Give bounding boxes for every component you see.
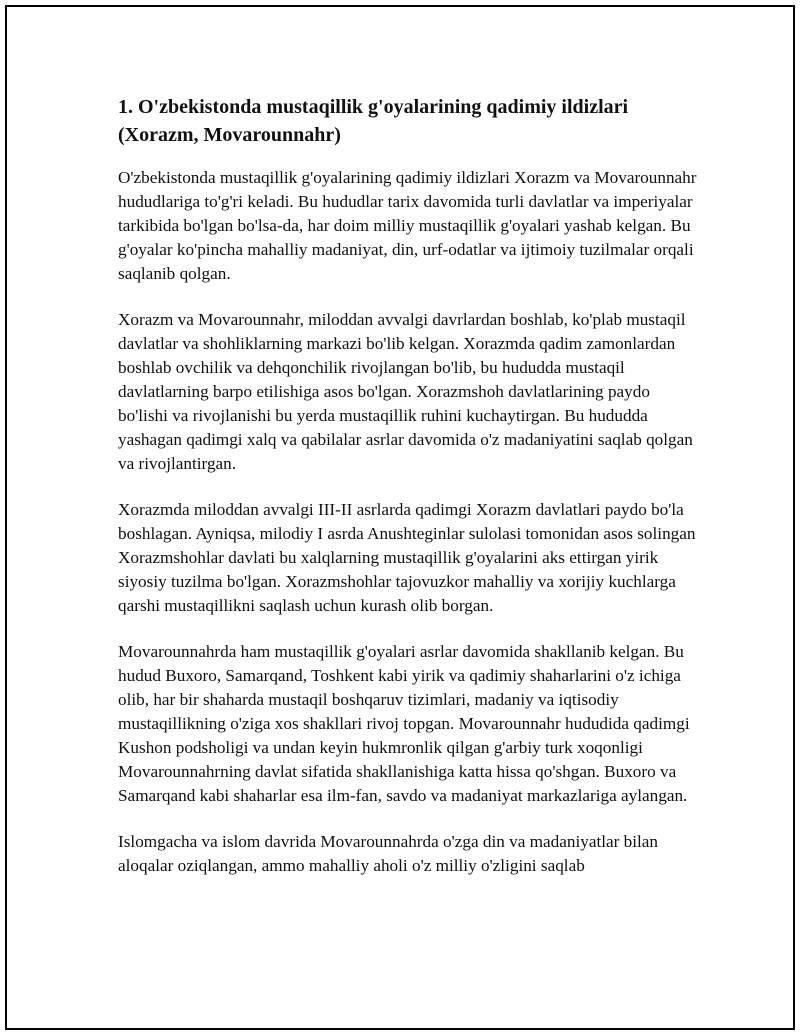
paragraph-1: O'zbekistonda mustaqillik g'oyalarining qadimiy ildizlari Xorazm va Movarounnahr hududlariga to'g'ri keladi. Bu hududlar tarix davomida turli davlatlar va imperiyalar tarkibida bo'lgan bo'lsa-da, har doim milliy mustaqillik g'oyalari yashab kelgan. Bu g'oyalar ko'pincha mahalliy madaniyat, din, urf-odatlar va ijtimoiy tuzilmalar orqali saqlanib qolgan.	[118, 168, 697, 283]
document-title: 1. O'zbekistonda mustaqillik g'oyalarining qadimiy ildizlari (Xorazm, Movarounnahr)	[118, 96, 629, 146]
paragraph-3: Xorazmda miloddan avvalgi III-II asrlarda qadimgi Xorazm davlatlari paydo bo'la boshlagan. Ayniqsa, milodiy I asrda Anushteginlar sulolasi tomonidan asos solingan Xorazmshohlar davlati bu xalqlarning mustaqillik g'oyalarini aks ettirgan yirik siyosiy tuzilma bo'lgan. Xorazmshohlar tajovuzkor mahalliy va xorijiy kuchlarga qarshi mustaqillikni saqlash uchun kurash olib borgan.	[118, 500, 696, 615]
paragraph-4: Movarounnahrda ham mustaqillik g'oyalari asrlar davomida shakllanib kelgan. Bu hudud Buxoro, Samarqand, Toshkent kabi yirik va qadimiy shaharlarini o'z ichiga olib, har bir shaharda mustaqil boshqaruv tizimlari, madaniy va iqtisodiy mustaqillikning o'ziga xos shakllari rivoj topgan. Movarounnahr hududida qadimgi Kushon podsholigi va undan keyin hukmronlik qilgan g'arbiy turk xoqonligi Movarounnahrning davlat sifatida shakllanishiga katta hissa qo'shgan. Buxoro va Samarqand kabi shaharlar esa ilm-fan, savdo va madaniyat markazlariga aylangan.	[118, 642, 690, 805]
paragraph-5: Islomgacha va islom davrida Movarounnahrda o'zga din va madaniyatlar bilan aloqalar oziqlangan, ammo mahalliy aholi o'z milliy o'zligini saqlab	[118, 832, 659, 875]
paragraph-2: Xorazm va Movarounnahr, miloddan avvalgi davrlardan boshlab, ko'plab mustaqil davlatlar va shohliklarning markazi bo'lib kelgan. Xorazmda qadim zamonlardan boshlab ovchilik va dehqonchilik rivojlangan bo'lib, bu hududda mustaqil davlatlarning barpo etilishiga asos bo'lgan. Xorazmshoh davlatlarining paydo bo'lishi va rivojlanishi bu yerda mustaqillik ruhini kuchaytirgan. Bu hududda yashagan qadimgi xalq va qabilalar asrlar davomida o'z madaniyatini saqlab qolgan va rivojlantirgan.	[118, 310, 693, 473]
document-body	[118, 93, 698, 900]
